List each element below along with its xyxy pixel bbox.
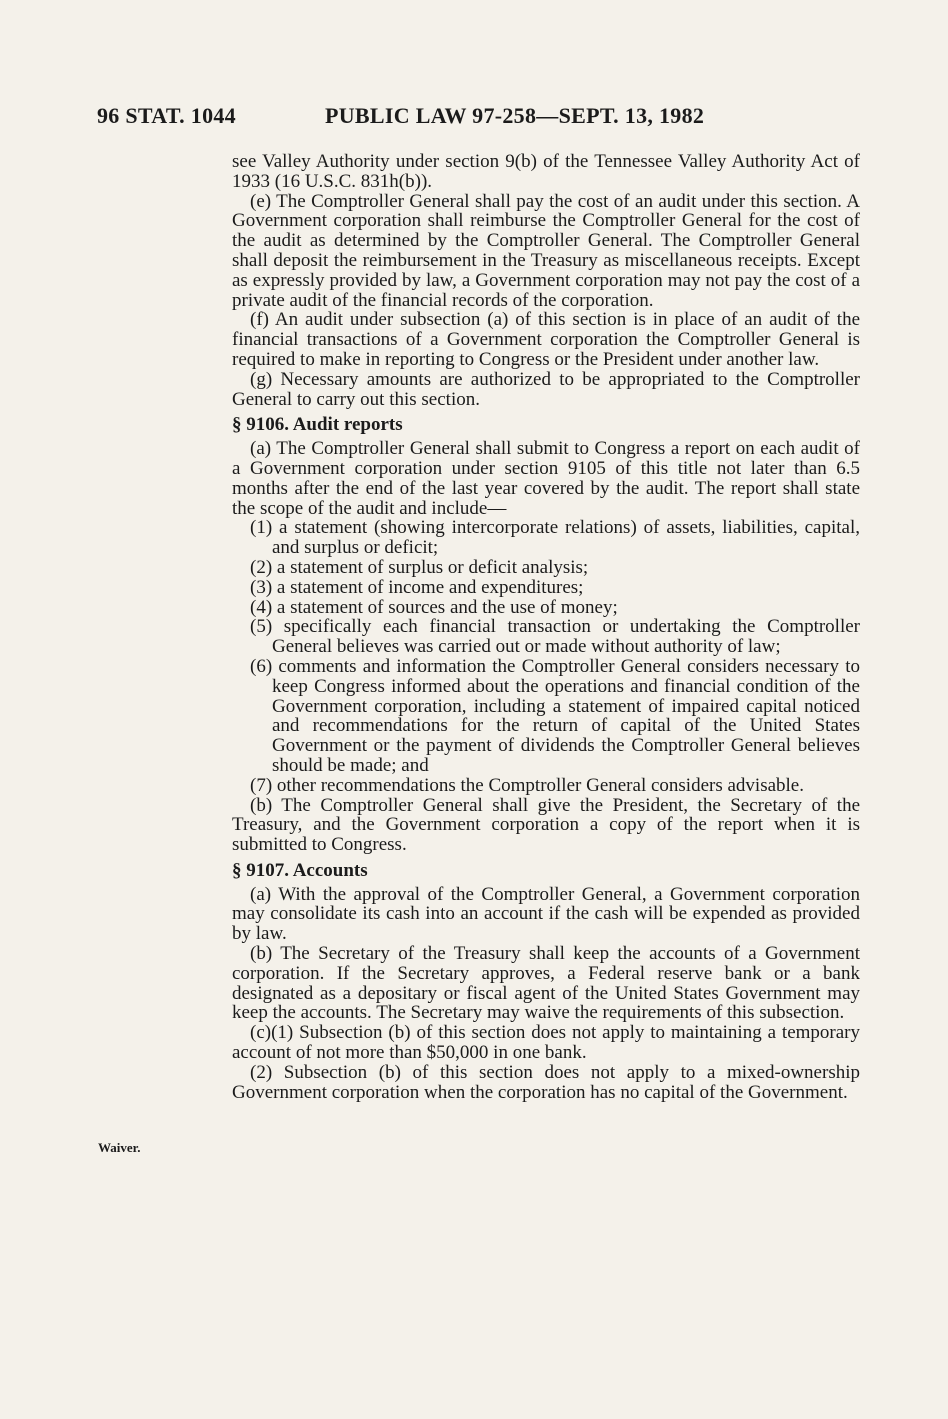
list-item: (1) a statement (showing intercorporate relations) of assets, liabilities, capital, and surplus or deficit; xyxy=(250,517,860,559)
list-item: (6) comments and information the Comptroller General considers necessary to keep Congress informed about the operations and financial condition of the Government corporation, including a statement of impaired capital noticed and recommendations for the return of capital of the United States Government or the payment of dividends the Comptroller General believes should be made; and xyxy=(250,655,860,776)
public-law-reference: PUBLIC LAW 97-258—SEPT. 13, 1982 xyxy=(325,103,705,128)
continuation-paragraph: see Valley Authority under section 9(b) of the Tennessee Valley Authority Act of 1933 (16 U.S.C. 831h(b)). xyxy=(232,151,860,192)
list-item: (3) a statement of income and expenditures; xyxy=(250,576,584,598)
list-item: (2) a statement of surplus or deficit analysis; xyxy=(250,556,589,578)
section-9106-heading: § 9106. Audit reports xyxy=(232,414,403,436)
statute-body xyxy=(232,152,860,1102)
paragraph-f: (f) An audit under subsection (a) of this section is in place of an audit of the financial transactions of a Government corporation the Comptroller General is required to make in reporting to Congress or the President under another law. xyxy=(232,309,860,370)
section-9106-a: (a) The Comptroller General shall submit to Congress a report on each audit of a Government corporation under section 9105 of this title not later than 6.5 months after the end of the last year covered by the audit. The report shall state the scope of the audit and include— xyxy=(232,438,860,519)
section-9107-a: (a) With the approval of the Comptroller General, a Government corporation may consolidate its cash into an account if the cash will be expended as provided by law. xyxy=(232,883,860,945)
section-9107-b: (b) The Secretary of the Treasury shall keep the accounts of a Government corporation. If the Secretary approves, a Federal reserve bank or a bank designated as a depositary or fiscal agent of the United States Government may keep the accounts. The Secretary may waive the requirements of this subsection. xyxy=(232,943,860,1024)
section-9106-b: (b) The Comptroller General shall give the President, the Secretary of the Treasury, and the Government corporation a copy of the report when it is submitted to Congress. xyxy=(232,794,860,856)
section-9107-c1: (c)(1) Subsection (b) of this section does not apply to maintaining a temporary account of not more than $50,000 in one bank. xyxy=(232,1022,860,1064)
stat-reference: 96 STAT. 1044 xyxy=(97,103,236,128)
paragraph-e: (e) The Comptroller General shall pay the cost of an audit under this section. A Government corporation shall reimburse the Comptroller General for the cost of the audit as determined by the Comptroller General. The Comptroller General shall deposit the reimbursement in the Treasury as miscellaneous receipts. Except as expressly provided by law, a Government corporation may not pay the cost of a private audit of the financial records of the corporation. xyxy=(232,190,860,311)
margin-note-waiver: Waiver. xyxy=(98,1140,141,1155)
section-9107-c2: (2) Subsection (b) of this section does not apply to a mixed-ownership Government corporation when the corporation has no capital of the Government. xyxy=(232,1061,860,1103)
section-9107-heading: § 9107. Accounts xyxy=(232,859,368,881)
paragraph-g: (g) Necessary amounts are authorized to be appropriated to the Comptroller General to carry out this section. xyxy=(232,368,860,410)
list-item: (4) a statement of sources and the use of money; xyxy=(250,596,618,618)
list-item: (5) specifically each financial transaction or undertaking the Comptroller General believes was carried out or made without authority of law; xyxy=(250,616,860,658)
list-item: (7) other recommendations the Comptroller General considers advisable. xyxy=(250,774,804,796)
